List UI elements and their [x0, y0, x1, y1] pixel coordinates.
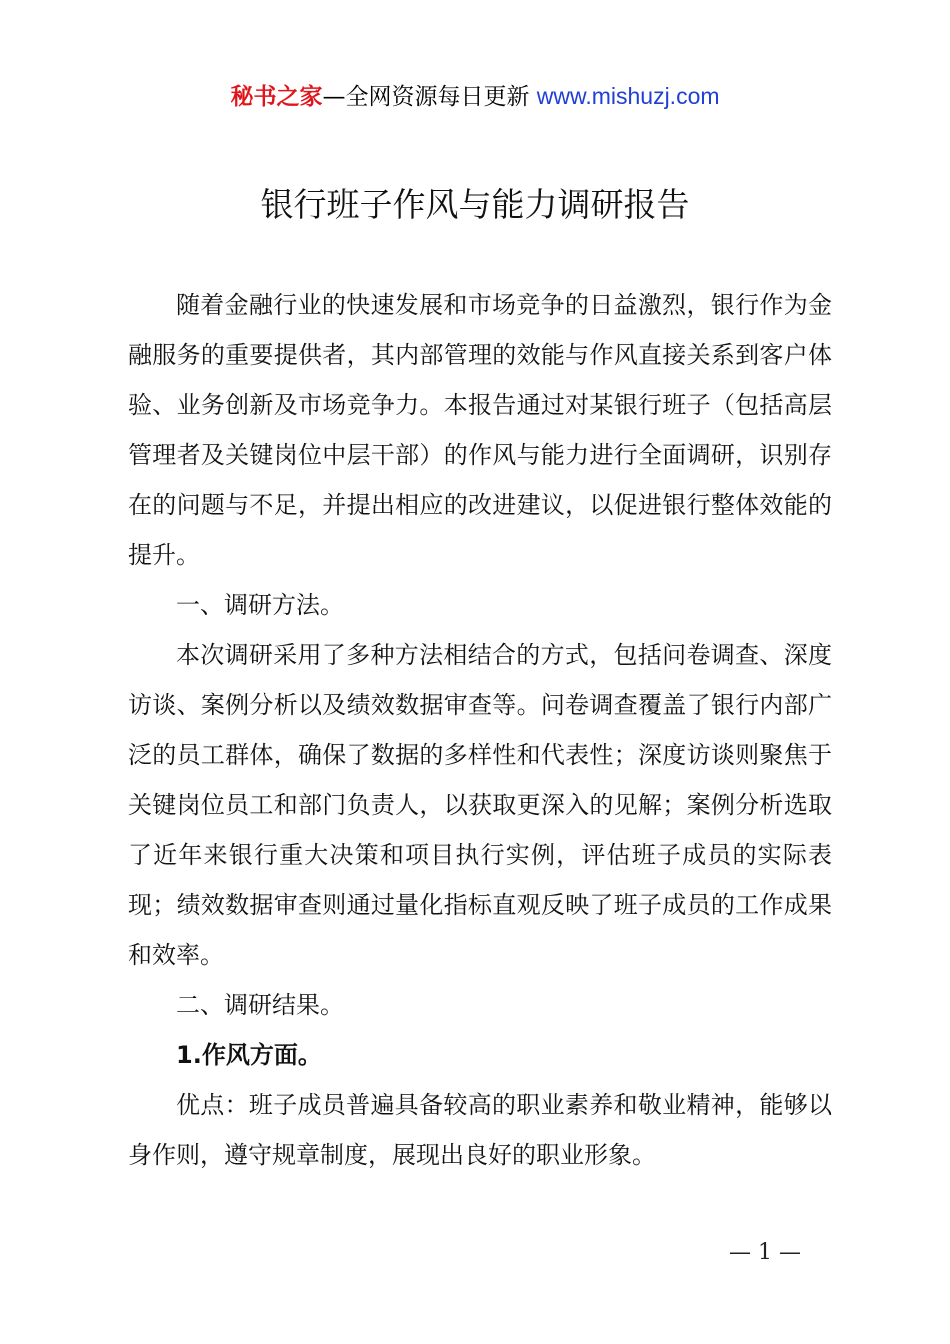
section-heading-results: 二、调研结果。 — [176, 991, 344, 1019]
section-heading-methods: 一、调研方法。 — [176, 591, 344, 619]
intro-paragraph: 随着金融行业的快速发展和市场竞争的日益激烈，银行作为金融服务的重要提供者，其内部管理的效能与作风直接关系到客户体验、业务创新及市场竞争力。本报告通过对某银行班子（包括高层管理者及关键岗位中层干部）的作风与能力进行全面调研，识别存在的问题与不足，并提出相应的改进建议，以促进银行整体效能的提升。 — [128, 291, 832, 569]
header-tagline: —全网资源每日更新 — [322, 84, 537, 110]
brand-name: 秘书之家 — [230, 84, 323, 110]
page-number: — 1 — — [729, 1240, 801, 1265]
strengths-paragraph: 优点：班子成员普遍具备较高的职业素养和敬业精神，能够以身作则，遵守规章制度，展现出良好的职业形象。 — [128, 1091, 832, 1169]
document-body — [128, 280, 832, 1180]
document-title: 银行班子作风与能力调研报告 — [260, 185, 690, 224]
site-header — [0, 80, 950, 113]
methods-paragraph: 本次调研采用了多种方法相结合的方式，包括问卷调查、深度访谈、案例分析以及绩效数据审查等。问卷调查覆盖了银行内部广泛的员工群体，确保了数据的多样性和代表性；深度访谈则聚焦于关键岗位员工和部门负责人，以获取更深入的见解；案例分析选取了近年来银行重大决策和项目执行实例，评估班子成员的实际表现；绩效数据审查则通过量化指标直观反映了班子成员的工作成果和效率。 — [128, 641, 832, 969]
subsection-heading-style: 1.作风方面。 — [176, 1041, 322, 1069]
site-url-link[interactable]: www.mishuzj.com — [536, 83, 720, 109]
